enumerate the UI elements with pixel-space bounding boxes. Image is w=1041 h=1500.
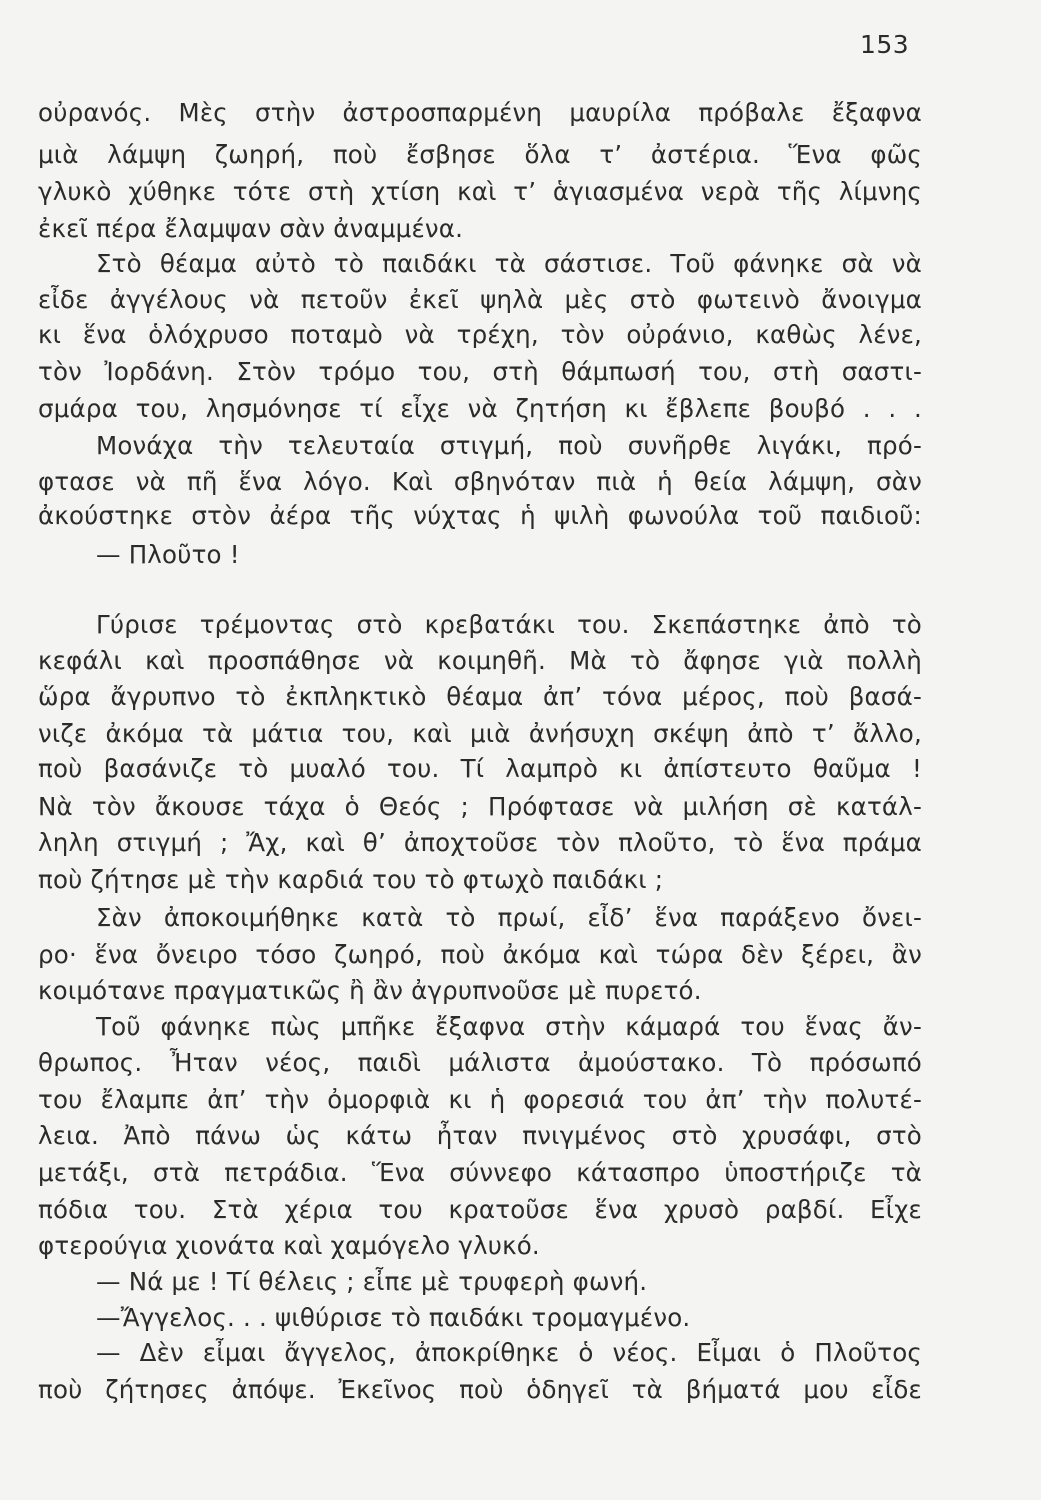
text-line: — Πλοῦτο ! [96, 540, 240, 569]
text-line: μετάξι, στὰ πετράδια. Ἕνα σύννεφο κάτασπρο ὑποστήριζε τὰ [38, 1158, 922, 1187]
text-line: θρωπος. Ἦταν νέος, παιδὶ μάλιστα ἀμούστακο. Τὸ πρόσωπό [38, 1048, 922, 1077]
text-line: φτασε νὰ πῆ ἕνα λόγο. Καὶ σβηνόταν πιὰ ἡ θεία λάμψη, σὰν [38, 467, 922, 496]
text-line: Γύρισε τρέμοντας στὸ κρεβατάκι του. Σκεπάστηκε ἀπὸ τὸ [96, 610, 922, 639]
text-line: Τοῦ φάνηκε πὼς μπῆκε ἔξαφνα στὴν κάμαρά του ἕνας ἄν- [96, 1012, 922, 1041]
text-line: σμάρα του, λησμόνησε τί εἶχε νὰ ζητήση κι ἔβλεπε βουβό . . . [38, 394, 922, 423]
text-line: Μονάχα τὴν τελευταία στιγμή, ποὺ συνῆρθε λιγάκι, πρό- [96, 431, 922, 460]
text-line: ὥρα ἄγρυπνο τὸ ἐκπληκτικὸ θέαμα ἀπ’ τόνα μέρος, ποὺ βασά- [38, 682, 922, 711]
text-line: νιζε ἀκόμα τὰ μάτια του, καὶ μιὰ ἀνήσυχη σκέψη ἀπὸ τ’ ἄλλο, [38, 719, 922, 748]
text-line: ἐκεῖ πέρα ἔλαμψαν σὰν ἀναμμένα. [38, 214, 464, 243]
text-line: ἀκούστηκε στὸν ἀέρα τῆς νύχτας ἡ ψιλὴ φωνούλα τοῦ παιδιοῦ: [38, 501, 922, 530]
text-line: οὐρανός. Μὲς στὴν ἀστροσπαρμένη μαυρίλα πρόβαλε ἔξαφνα [38, 98, 922, 127]
text-line: του ἔλαμπε ἀπ’ τὴν ὀμορφιὰ κι ἡ φορεσιά του ἀπ’ τὴν πολυτέ- [38, 1085, 922, 1114]
text-line: — Νά με ! Τί θέλεις ; εἶπε μὲ τρυφερὴ φωνή. [96, 1267, 648, 1296]
text-line: — Δὲν εἶμαι ἄγγελος, ἀποκρίθηκε ὁ νέος. Εἶμαι ὁ Πλοῦτος [96, 1338, 922, 1367]
text-line: ποὺ βασάνιζε τὸ μυαλό του. Τί λαμπρὸ κι ἀπίστευτο θαῦμα ! [38, 754, 922, 783]
text-line: ποὺ ζήτησε μὲ τὴν καρδιά του τὸ φτωχὸ παιδάκι ; [38, 865, 664, 894]
text-line: κοιμότανε πραγματικῶς ἢ ἂν ἀγρυπνοῦσε μὲ πυρετό. [38, 976, 702, 1005]
text-line: Σὰν ἀποκοιμήθηκε κατὰ τὸ πρωί, εἶδ’ ἕνα παράξενο ὄνει- [96, 903, 922, 932]
text-line: κι ἕνα ὁλόχρυσο ποταμὸ νὰ τρέχη, τὸν οὐράνιο, καθὼς λένε, [38, 320, 922, 349]
text-line: τὸν Ἰορδάνη. Στὸν τρόμο του, στὴ θάμπωσή του, στὴ σαστι- [38, 357, 922, 386]
page-number: 153 [860, 30, 910, 59]
text-line: ληλη στιγμή ; Ἄχ, καὶ θ’ ἀποχτοῦσε τὸν πλοῦτο, τὸ ἕνα πράμα [38, 828, 922, 857]
text-line: Στὸ θέαμα αὐτὸ τὸ παιδάκι τὰ σάστισε. Τοῦ φάνηκε σὰ νὰ [96, 249, 922, 278]
text-line: —Ἄγγελος. . . ψιθύρισε τὸ παιδάκι τρομαγμένο. [96, 1303, 691, 1332]
text-line: μιὰ λάμψη ζωηρή, ποὺ ἔσβησε ὅλα τ’ ἀστέρια. Ἕνα φῶς [38, 140, 922, 169]
text-line: λεια. Ἀπὸ πάνω ὡς κάτω ἦταν πνιγμένος στὸ χρυσάφι, στὸ [38, 1121, 922, 1150]
text-line: εἶδε ἀγγέλους νὰ πετοῦν ἐκεῖ ψηλὰ μὲς στὸ φωτεινὸ ἄνοιγμα [38, 285, 922, 314]
text-line: γλυκὸ χύθηκε τότε στὴ χτίση καὶ τ’ ἁγιασμένα νερὰ τῆς λίμνης [38, 177, 922, 206]
text-line: κεφάλι καὶ προσπάθησε νὰ κοιμηθῆ. Μὰ τὸ ἄφησε γιὰ πολλὴ [38, 646, 922, 675]
text-line: ποὺ ζήτησες ἀπόψε. Ἐκεῖνος ποὺ ὁδηγεῖ τὰ βήματά μου εἶδε [38, 1375, 922, 1404]
text-line: ρο· ἕνα ὄνειρο τόσο ζωηρό, ποὺ ἀκόμα καὶ τώρα δὲν ξέρει, ἂν [38, 940, 922, 969]
text-line: πόδια του. Στὰ χέρια του κρατοῦσε ἕνα χρυσὸ ραβδί. Εἶχε [38, 1195, 922, 1224]
text-line: φτερούγια χιονάτα καὶ χαμόγελο γλυκό. [38, 1231, 540, 1260]
text-line: Νὰ τὸν ἄκουσε τάχα ὁ Θεός ; Πρόφτασε νὰ μιλήση σὲ κατάλ- [38, 792, 922, 821]
